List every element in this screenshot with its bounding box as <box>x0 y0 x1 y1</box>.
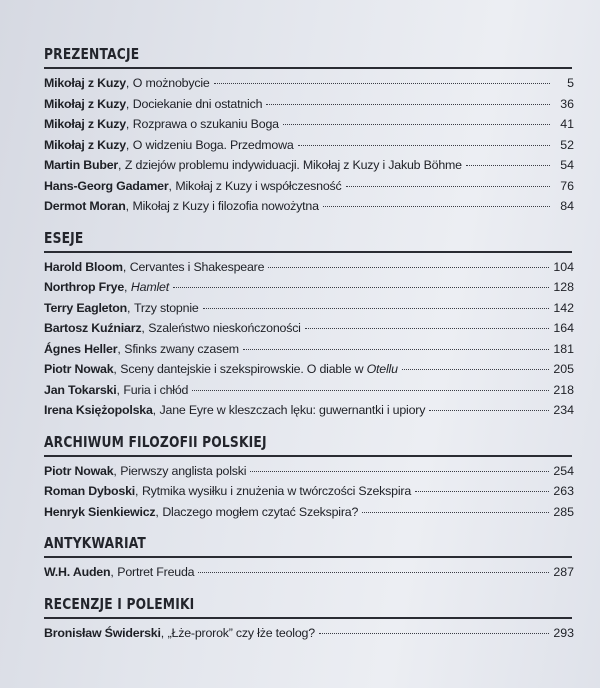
comma: , <box>110 565 118 579</box>
entry-author: Piotr Nowak <box>44 463 114 478</box>
entry-page: 254 <box>553 463 574 478</box>
entry-author: Mikołaj z Kuzy <box>44 117 126 131</box>
toc-entry <box>44 339 574 360</box>
comma: , <box>113 463 121 478</box>
entry-title: Mikołaj z Kuzy i filozofia nowożytna <box>132 199 319 213</box>
section-title: ESEJE <box>44 228 84 247</box>
leader-dots <box>346 186 550 187</box>
entry-page: 52 <box>560 137 574 152</box>
entry-author: Roman Dyboski <box>44 484 136 498</box>
toc-entry <box>44 73 574 94</box>
entry-title-text: Sceny dantejskie i szekspirowskie. O diable w <box>120 362 364 376</box>
entry-page: 36 <box>560 96 574 111</box>
comma: , <box>125 137 133 152</box>
entry-author: Mikołaj z Kuzy <box>44 96 126 111</box>
entry-page: 142 <box>553 300 574 315</box>
entry-page: 205 <box>553 362 574 376</box>
entry-author: Harold Bloom <box>44 259 123 274</box>
entry-page: 164 <box>553 321 574 335</box>
section-antykwariat <box>44 533 574 583</box>
leader-dots <box>429 410 549 411</box>
entry-page: 263 <box>553 484 574 498</box>
comma: , <box>125 96 133 111</box>
section-title: PREZENTACJE <box>44 45 140 63</box>
leader-dots <box>268 267 549 268</box>
entry-author: Terry Eagleton <box>44 300 128 315</box>
entry-title: Z dziejów problemu indywiduacji. Mikołaj z Kuzy i Jakub Böhme <box>124 158 462 172</box>
entry-title: Dlaczego mogłem czytać Szekspira? <box>162 504 359 519</box>
comma: , <box>118 158 125 172</box>
entry-title: Portret Freuda <box>117 565 195 579</box>
leader-dots <box>243 349 549 350</box>
entry-author: W.H. Auden <box>44 565 111 579</box>
comma: , <box>135 484 142 498</box>
entry-author: Bartosz Kuźniarz <box>44 321 142 335</box>
entry-title: Trzy stopnie <box>133 300 199 315</box>
leader-dots <box>250 471 549 472</box>
entry-page: 41 <box>560 117 574 131</box>
toc-entry <box>44 135 574 156</box>
toc-entry <box>44 176 574 197</box>
entry-title: Dociekanie dni ostatnich <box>132 96 263 111</box>
section-title: ANTYKWARIAT <box>44 534 146 552</box>
entry-page: 128 <box>553 280 574 294</box>
toc-entry <box>44 298 574 319</box>
comma: , <box>155 504 163 519</box>
entry-page: 234 <box>553 403 574 417</box>
section-eseje <box>44 228 574 421</box>
entry-author: Jan Tokarski <box>44 382 117 397</box>
entry-page: 76 <box>560 178 574 193</box>
toc-entry <box>44 277 574 298</box>
comma: , <box>125 117 133 131</box>
entry-title: Cervantes i Shakespeare <box>129 259 265 274</box>
entry-author: Bronisław Świderski <box>44 625 161 640</box>
leader-dots <box>173 287 549 288</box>
section-divider <box>44 617 572 619</box>
section-archiwum <box>44 432 574 523</box>
entry-author: Martin Buber <box>44 158 119 172</box>
entry-page: 293 <box>553 625 574 640</box>
toc-entry <box>44 94 574 115</box>
comma: , <box>152 403 160 417</box>
toc-entry <box>44 400 574 421</box>
entry-title-italic: Hamlet <box>130 280 169 294</box>
comma: , <box>124 280 131 294</box>
entry-title: Mikołaj z Kuzy i współczesność <box>175 178 342 193</box>
section-title: ARCHIWUM FILOZOFII POLSKIEJ <box>44 432 267 451</box>
section-divider <box>44 455 572 457</box>
entry-title <box>131 277 169 298</box>
leader-dots <box>415 491 549 492</box>
leader-dots <box>192 390 549 391</box>
leader-dots <box>305 328 550 329</box>
entry-author: Mikołaj z Kuzy <box>44 137 126 152</box>
toc-entry <box>44 318 574 339</box>
section-divider <box>44 556 572 558</box>
entry-title <box>120 359 397 380</box>
entry-page: 218 <box>553 382 574 397</box>
toc-entry <box>44 114 574 135</box>
entry-title: „Łże-prorok” czy łże teolog? <box>167 625 315 640</box>
leader-dots <box>198 572 549 573</box>
comma: , <box>168 178 176 193</box>
toc-entry <box>44 155 574 176</box>
entry-author: Hans-Georg Gadamer <box>44 178 169 193</box>
entry-author: Mikołaj z Kuzy <box>44 76 126 90</box>
table-of-contents <box>44 44 574 643</box>
comma: , <box>117 341 125 356</box>
comma: , <box>116 382 124 397</box>
entry-page: 5 <box>567 76 574 90</box>
entry-page: 104 <box>553 259 574 274</box>
toc-entry <box>44 257 574 278</box>
leader-dots <box>466 165 550 166</box>
entry-author: Henryk Sienkiewicz <box>44 504 156 519</box>
toc-entry <box>44 196 574 217</box>
toc-entry <box>44 359 574 380</box>
entry-title: Sfinks zwany czasem <box>124 341 239 356</box>
toc-entry <box>44 380 574 401</box>
entry-author: Irena Księżopolska <box>44 403 153 417</box>
section-divider <box>44 67 572 69</box>
toc-entry <box>44 502 574 523</box>
leader-dots <box>298 145 550 146</box>
section-title: RECENZJE I POLEMIKI <box>44 594 195 613</box>
entry-page: 287 <box>553 565 574 579</box>
section-recenzje <box>44 594 574 644</box>
entry-author: Ágnes Heller <box>44 341 118 356</box>
toc-entry <box>44 461 574 482</box>
entry-author: Northrop Frye <box>44 280 125 294</box>
entry-page: 181 <box>553 341 574 356</box>
comma: , <box>160 625 168 640</box>
entry-page: 84 <box>560 199 574 213</box>
leader-dots <box>266 104 550 105</box>
leader-dots <box>283 124 550 125</box>
entry-title: Szaleństwo nieskończoności <box>148 321 301 335</box>
comma: , <box>122 259 130 274</box>
entry-title: O widzeniu Boga. Przedmowa <box>132 137 294 152</box>
section-prezentacje <box>44 44 574 217</box>
entry-author: Piotr Nowak <box>44 362 114 376</box>
entry-page: 285 <box>553 504 574 519</box>
comma: , <box>127 300 134 315</box>
section-divider <box>44 251 572 253</box>
entry-title: Pierwszy anglista polski <box>120 463 247 478</box>
entry-title: Rytmika wysiłku i znużenia w twórczości Szekspira <box>141 484 412 498</box>
entry-title: Furia i chłód <box>123 382 189 397</box>
entry-title: Rozprawa o szukaniu Boga <box>132 117 279 131</box>
entry-page: 54 <box>560 158 574 172</box>
leader-dots <box>402 369 550 370</box>
entry-title: O możnobycie <box>132 76 210 90</box>
toc-entry <box>44 562 574 583</box>
comma: , <box>125 199 133 213</box>
comma: , <box>113 362 121 376</box>
toc-entry <box>44 623 574 644</box>
comma: , <box>125 76 133 90</box>
leader-dots <box>203 308 550 309</box>
toc-entry <box>44 481 574 502</box>
comma: , <box>141 321 149 335</box>
leader-dots <box>214 83 550 84</box>
entry-title: Jane Eyre w kleszczach lęku: guwernantki i upiory <box>159 403 426 417</box>
leader-dots <box>319 633 549 634</box>
entry-title-italic: Otellu <box>366 362 398 376</box>
entry-author: Dermot Moran <box>44 199 126 213</box>
leader-dots <box>323 206 550 207</box>
leader-dots <box>362 512 549 513</box>
